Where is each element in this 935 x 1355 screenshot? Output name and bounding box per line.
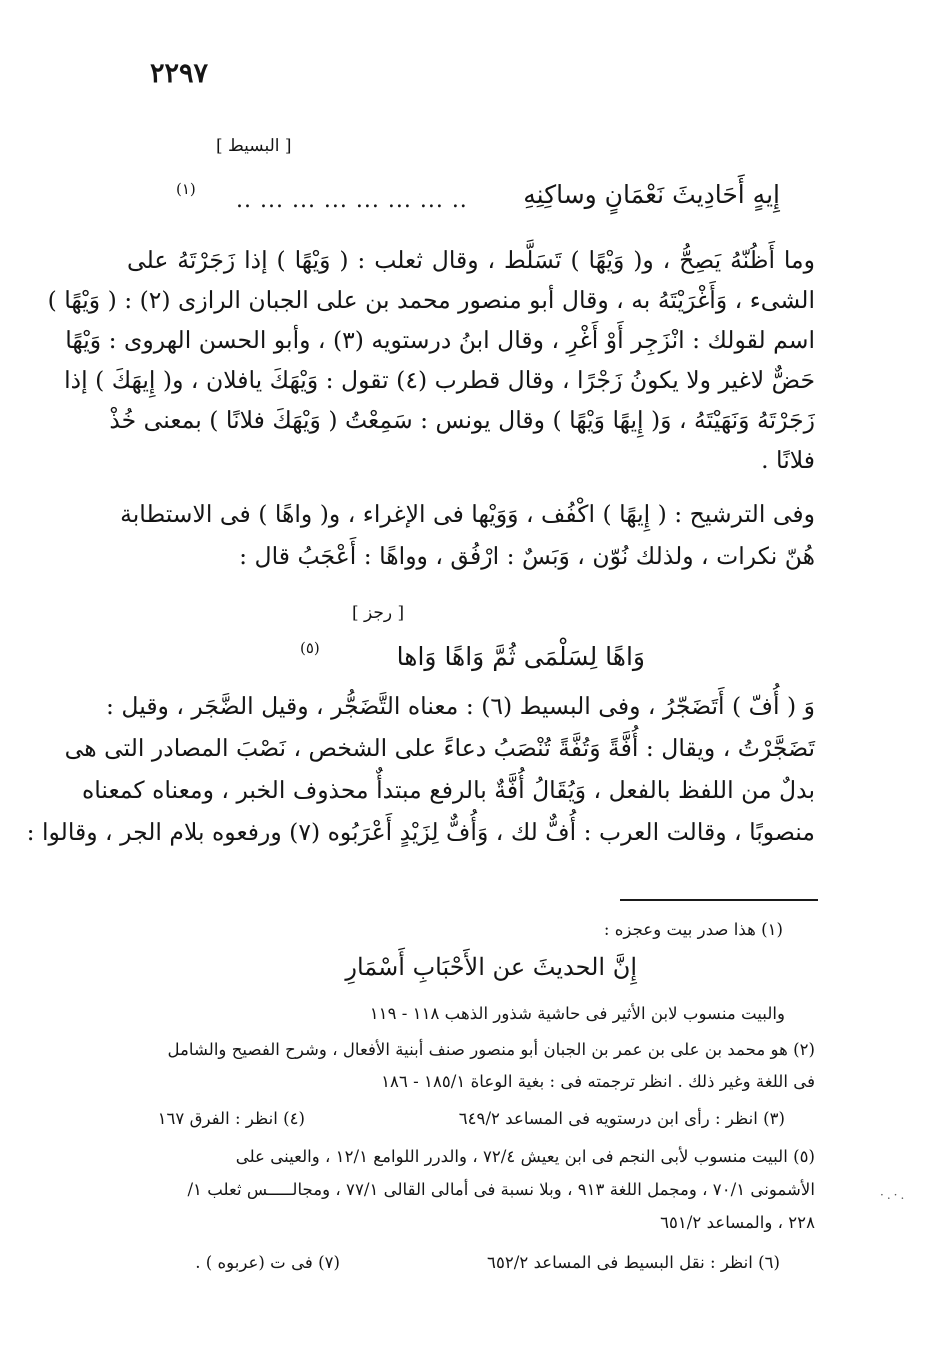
scan-specks: ·.·. <box>880 1188 908 1202</box>
paragraph-1-line-5: زَجَرْتَهُ وَنَهَيْتَهُ ، وَ( إِيهًا وَيْهًا ) وقال يونس : سَمِعْتُ ( وَيْهَكَ فلانًا ) بمعنى خُذْ <box>109 406 815 434</box>
paragraph-1-line-1: وما أَظُنّهُ يَصِحُّ ، و( وَيْهًا ) تَسَلَّط ، وقال ثعلب : ( وَيْهًا ) إذا زَجَرْتَهُ على <box>127 246 815 274</box>
paragraph-1-line-3: اسم لقولك : انْزَجِر أَوْ أَغْرِ ، وقال ابنُ درستويه (٣) ، وأبو الحسن الهروى : وَيْهًا <box>65 326 815 354</box>
paragraph-3-line-2: تَضَجَّرْتُ ، ويقال : أُفَّةً وَتُفَّةً تُنْصَبُ دعاءً على الشخص ، نَصْبَ المصادر التى هى <box>64 734 815 762</box>
footnote-5-line-2: الأشمونى ٧٠/١ ، ومجمل اللغة ٩١٣ ، وبلا نسبة فى أمالى القالى ٧٧/١ ، ومجالـــــس ثعلب ١/ <box>187 1180 815 1199</box>
footnote-5-line-3: ٢٢٨ ، والمساعد ٦٥١/٢ <box>660 1213 815 1232</box>
footnote-7: (٧) فى ت (عربوه ) . <box>195 1253 340 1272</box>
paragraph-1-line-6: فلانًا . <box>761 446 815 474</box>
footnote-1-verse: إِنَّ الحديثَ عن الأَحْبَابِ أَسْمَارِ <box>345 953 637 981</box>
paragraph-3-line-4: منصوبًا ، وقالت العرب : أُفٌّ لك ، وَأُفٌّ لِزَيْدٍ أَعْرَبُوه (٧) ورفعوه بلام الجر ، وقالوا : <box>26 818 815 846</box>
paragraph-1-line-4: حَضٌّ لاغير ولا يكونُ زَجْرًا ، وقال قطرب (٤) تقول : وَيْهَكَ يافلان ، و( إِيهَكَ ) إذا <box>64 366 815 394</box>
footnote-separator <box>620 899 818 901</box>
footnote-1-source: والبيت منسوب لابن الأثير فى حاشية شذور الذهب ١١٨ - ١١٩ <box>369 1004 785 1023</box>
verse-1-dots: .. ... ... ... ... ... ... .. <box>236 188 468 213</box>
footnote-6: (٦) انظر : نقل البسيط فى المساعد ٦٥٢/٢ <box>487 1253 780 1272</box>
verse-1-footnote-ref: (١) <box>176 180 196 198</box>
verse-2-footnote-ref: (٥) <box>300 639 320 657</box>
footnote-5-line-1: (٥) البيت منسوب لأبى النجم فى ابن يعيش ٧٢/٤ ، والدرر اللوامع ١٢/١ ، والعينى على <box>235 1147 815 1166</box>
meter-label-rajaz: [ رجز ] <box>352 603 405 623</box>
footnote-1-intro: (١) هذا صدر بيت وعجزه : <box>603 920 783 939</box>
paragraph-3-line-3: بدلٌ من اللفظ بالفعل ، وَيُقَالُ أُفَّةٌ بالرفع مبتدأٌ محذوف الخبر ، ومعناه كمعناه <box>81 776 815 804</box>
paragraph-2-line-1: وفى الترشيح : ( إِيهًا ) اكْفُف ، وَوَيْها فى الإغراء ، و( واهًا ) فى الاستطابة <box>120 500 815 528</box>
footnote-2-line-1: (٢) هو محمد بن على بن عمر بن الجبان أبو منصور صنف أبنية الأفعال ، وشرح الفصيح والشامل <box>167 1040 815 1059</box>
footnote-2-line-2: فى اللغة وغير ذلك . انظر ترجمته فى : بغية الوعاة ١٨٥/١ - ١٨٦ <box>381 1072 815 1091</box>
footnote-4: (٤) انظر : الفرق ١٦٧ <box>157 1109 305 1128</box>
footnote-3: (٣) انظر : رأى ابن درستويه فى المساعد ٦٤٩/٢ <box>458 1109 785 1128</box>
verse-1-text: إِيهٍ أَحَادِيثَ نَعْمَانٍ وساكِنِهِ <box>523 180 780 209</box>
verse-2-text: وَاهًا لِسَلْمَى ثُمَّ وَاهًا وَاها <box>396 642 645 671</box>
paragraph-2-line-2: هُنّ نكرات ، ولذلك نُوّن ، وَبَسٌ : ارْفُق ، وواهًا : أَعْجَبُ قال : <box>239 542 815 570</box>
paragraph-1-line-2: الشىء ، وَأَغْرَيْتَهُ به ، وقال أبو منصور محمد بن على الجبان الرازى (٢) : ( وَيْهًا ) <box>47 286 815 314</box>
paragraph-3-line-1: وَ ( أُفّ ) أَتَضَجّرُ ، وفى البسيط (٦) : معناه التَّضَجُّر ، وقيل الضَّجَر ، وقيل : <box>106 692 815 720</box>
meter-label-basit: [ البسيط ] <box>216 136 292 156</box>
page-number: ٢٢٩٧ <box>150 58 209 89</box>
